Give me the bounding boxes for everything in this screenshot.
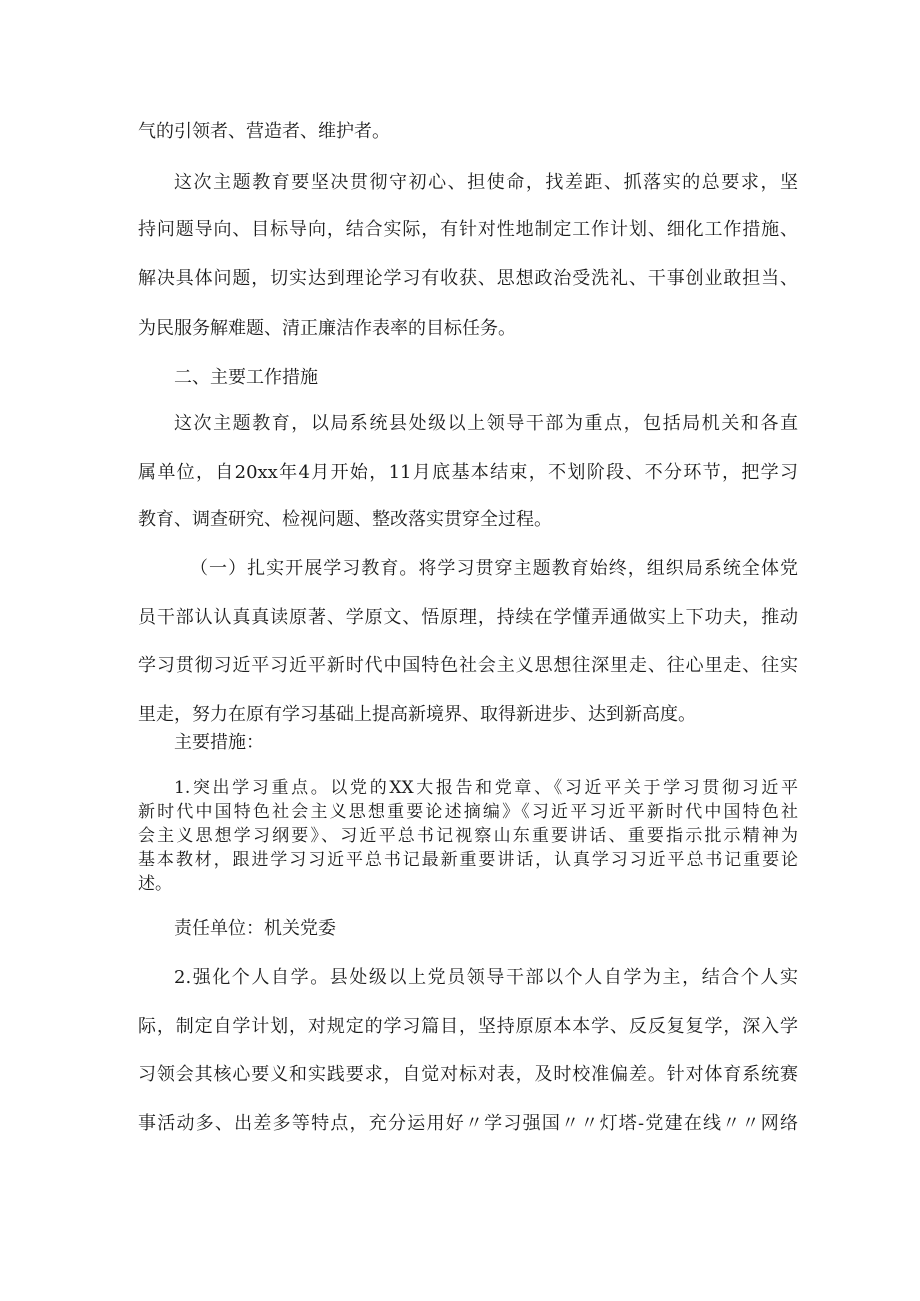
text-line: 为民服务解难题、清正廉洁作表率的目标任务。 xyxy=(138,318,516,339)
text-line: 这次主题教育，以局系统县处级以上领导干部为重点，包括局机关和各直 xyxy=(174,413,798,434)
text-line: 解决具体问题，切实达到理论学习有收获、思想政治受洗礼、干事创业敢担当、 xyxy=(138,268,798,289)
text-line: 这次主题教育要坚决贯彻守初心、担使命，找差距、抓落实的总要求，坚 xyxy=(174,172,798,193)
text-line: 2.强化个人自学。县处级以上党员领导干部以个人自学为主，结合个人实 xyxy=(174,967,798,988)
text-line: 述。 xyxy=(138,874,172,894)
text-line: 气的引领者、营造者、维护者。 xyxy=(138,121,390,142)
text-line: 里走，努力在原有学习基础上提高新境界、取得新进步、达到新高度。 xyxy=(138,704,696,725)
text-line: 持问题导向、目标导向，结合实际，有针对性地制定工作计划、细化工作措施、 xyxy=(138,219,798,240)
text-line: 际，制定自学计划，对规定的学习篇目，坚持原原本本学、反反复复学，深入学 xyxy=(138,1016,798,1037)
section-heading: 二、主要工作措施 xyxy=(174,367,318,388)
text-line: 属单位，自20xx年4月开始，11月底基本结束，不划阶段、不分环节，把学习 xyxy=(138,462,798,483)
text-line: 教育、调查研究、检视问题、整改落实贯穿全过程。 xyxy=(138,509,552,530)
text-line: 新时代中国特色社会主义思想重要论述摘编》《习近平习近平新时代中国特色社 xyxy=(138,802,798,822)
text-line: 员干部认认真真读原著、学原文、悟原理，持续在学懂弄通做实上下功夫，推动 xyxy=(138,607,798,628)
text-line: 1.突出学习重点。以党的XX大报告和党章、《习近平关于学习贯彻习近平 xyxy=(174,778,798,798)
text-line: 事活动多、出差多等特点，充分运用好〃学习强国〃〃灯塔-党建在线〃〃网络 xyxy=(138,1113,798,1134)
subsection-heading: （一）扎实开展学习教育。将学习贯穿主题教育始终，组织局系统全体党 xyxy=(190,558,798,579)
measures-label: 主要措施： xyxy=(174,732,264,753)
responsible-unit: 责任单位：机关党委 xyxy=(174,918,336,939)
text-line: 会主义思想学习纲要》、习近平总书记视察山东重要讲话、重要指示批示精神为 xyxy=(138,826,798,846)
text-line: 学习贯彻习近平习近平新时代中国特色社会主义思想往深里走、往心里走、往实 xyxy=(138,655,798,676)
text-line: 基本教材，跟进学习习近平总书记最新重要讲话，认真学习习近平总书记重要论 xyxy=(138,850,798,870)
text-line: 习领会其核心要义和实践要求，自觉对标对表，及时校准偏差。针对体育系统赛 xyxy=(138,1064,798,1085)
